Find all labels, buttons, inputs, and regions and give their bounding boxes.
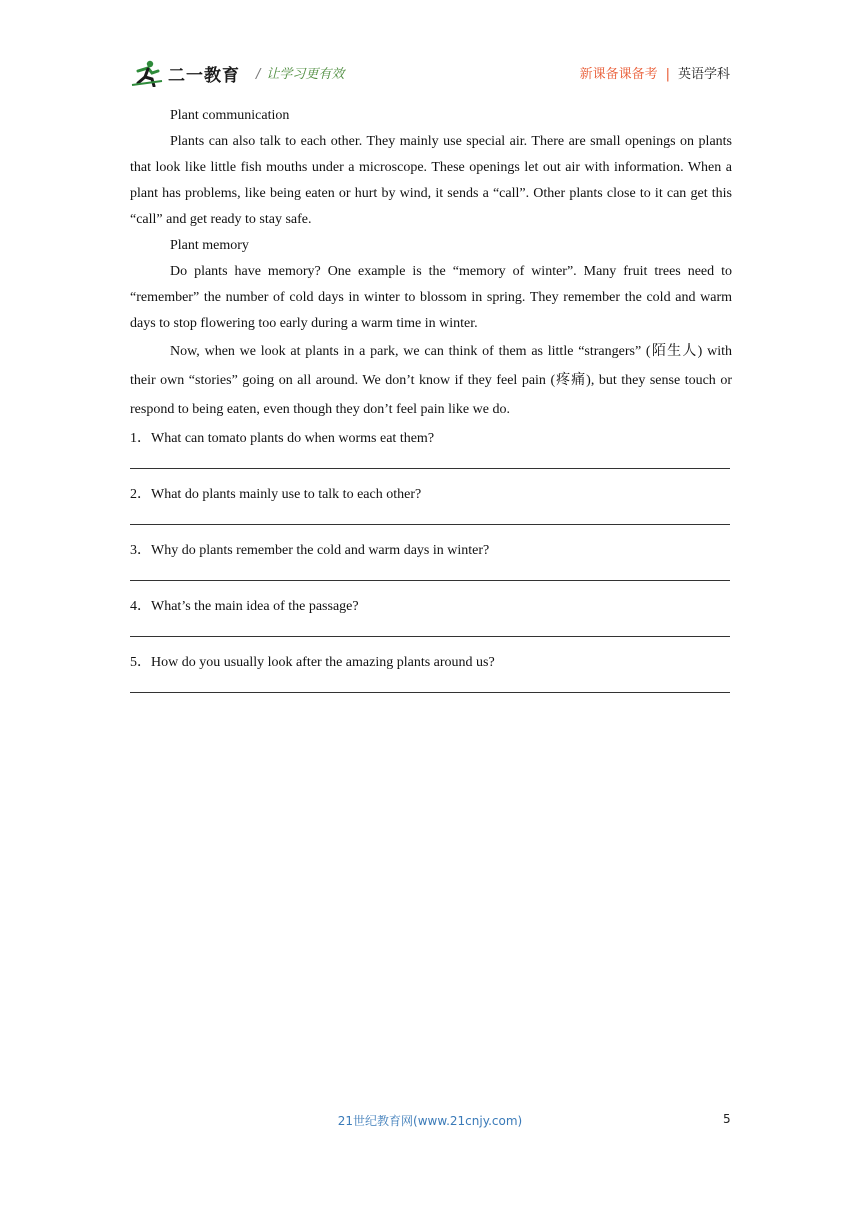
- question-3: 3．Why do plants remember the cold and warm days in winter?: [130, 543, 490, 558]
- runner-logo-icon: [130, 59, 164, 87]
- question-block-3: [130, 538, 732, 581]
- footer-site-link[interactable]: 21世纪教育网(www.21cnjy.com): [337, 1114, 523, 1128]
- logo: [130, 58, 240, 88]
- question-block-4: [130, 594, 732, 637]
- page-header: [130, 54, 730, 90]
- answer-line-4[interactable]: [130, 620, 730, 637]
- answer-line-5[interactable]: [130, 676, 730, 693]
- question-1: 1．What can tomato plants do when worms eat them?: [130, 431, 435, 446]
- answer-line-1[interactable]: [130, 452, 730, 469]
- question-5: 5．How do you usually look after the amazing plants around us?: [130, 655, 495, 670]
- answer-line-3[interactable]: [130, 564, 730, 581]
- question-block-2: [130, 482, 732, 525]
- question-block-5: [130, 650, 732, 693]
- paragraph-memory: Do plants have memory? One example is the “memory of winter”. Many fruit trees need to “remember” the number of cold days in winter to blossom in spring. They remember the cold and warm days to stop flowering too early during a warm time in winter.: [130, 264, 732, 331]
- logo-text: 二一教育: [168, 65, 240, 86]
- subject-label: 英语学科: [677, 67, 730, 82]
- question-block-1: [130, 426, 732, 469]
- page-number: 5: [723, 1112, 731, 1126]
- paragraph-communication: Plants can also talk to each other. They mainly use special air. There are small openings on plants that look like little fish mouths under a microscope. These openings let out air with information. When a plant has problems, like being eaten or hurt by wind, it sends a “call”. Other plants close to it can get this “call” and get ready to stay safe.: [130, 134, 732, 227]
- slogan-slash: /: [256, 67, 261, 82]
- answer-line-2[interactable]: [130, 508, 730, 525]
- page-content: [130, 103, 732, 706]
- section-heading-memory: Plant memory: [170, 238, 249, 253]
- header-right: [580, 63, 730, 82]
- course-label: 新课备课备考: [579, 67, 658, 82]
- header-separator: |: [665, 67, 670, 82]
- slogan-text: 让学习更有效: [266, 67, 345, 82]
- question-2: 2．What do plants mainly use to talk to each other?: [130, 487, 422, 502]
- slogan: [256, 63, 344, 82]
- paragraph-conclusion: Now, when we look at plants in a park, we can think of them as little “strangers” (陌生人) with their own “stories” going on all around. We don’t know if they feel pain (疼痛), but they sense touch or respond to being eaten, even though they don’t feel pain like we do.: [130, 344, 732, 417]
- section-heading-communication: Plant communication: [170, 108, 290, 123]
- question-4: 4．What’s the main idea of the passage?: [130, 599, 359, 614]
